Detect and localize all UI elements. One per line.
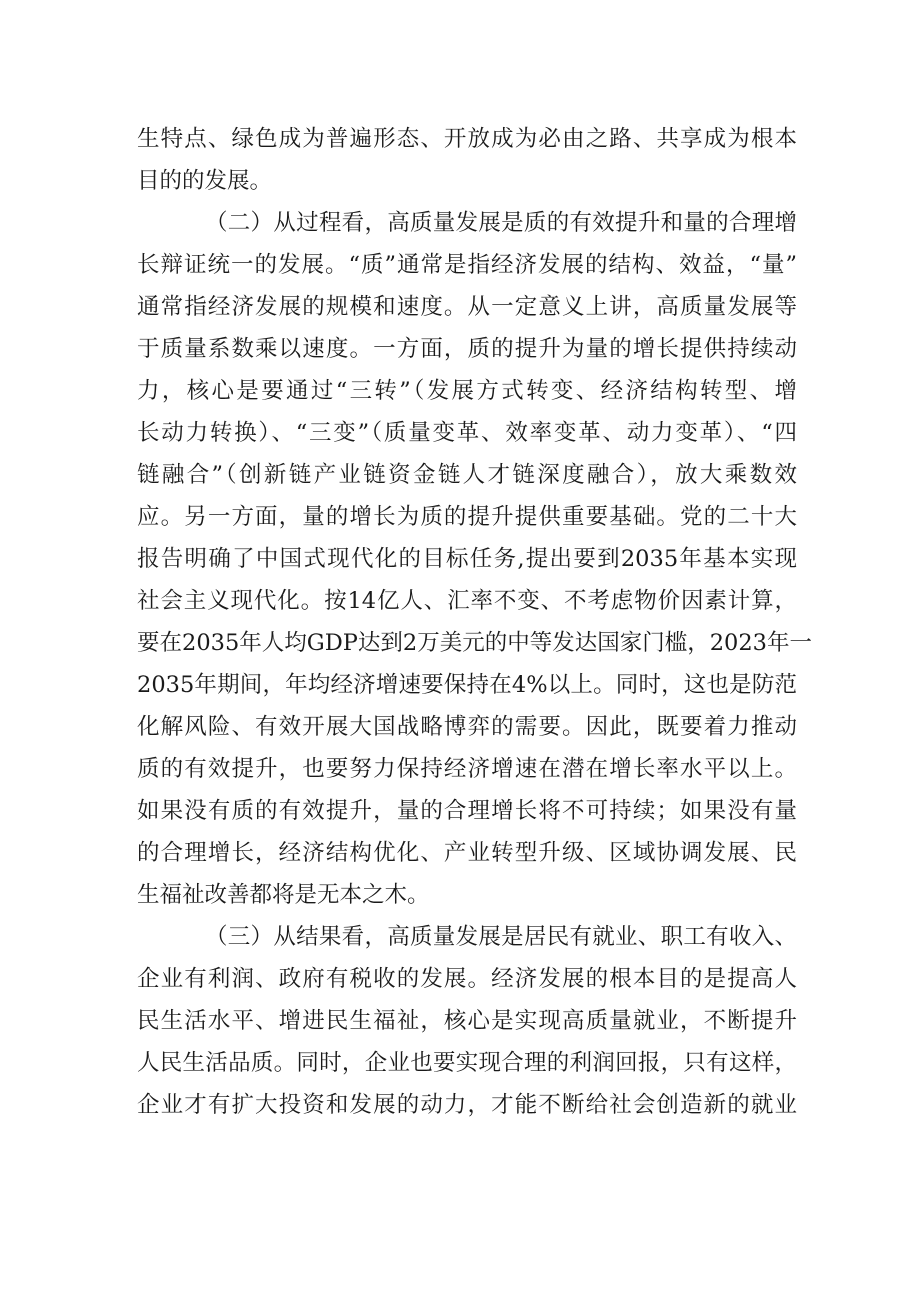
text-line: 应。另一方面，量的增长为质的提升提供重要基础。党的二十大 [137,504,797,530]
text-line: 长动力转换）、“三变”（质量变革、效率变革、动力变革）、“四 [137,420,797,446]
text-line: 生特点、绿色成为普遍形态、开放成为必由之路、共享成为根本 [137,126,797,152]
text-line: 链融合”（创新链产业链资金链人才链深度融合），放大乘数效 [137,462,797,488]
text-line: 企业有利润、政府有税收的发展。经济发展的根本目的是提高人 [137,966,797,992]
text-line: 如果没有质的有效提升，量的合理增长将不可持续；如果没有量 [137,798,797,824]
text-line: 力，核心是要通过“三转”（发展方式转变、经济结构转型、增 [137,378,797,404]
text-line: 的合理增长，经济结构优化、产业转型升级、区域协调发展、民 [137,840,797,866]
text-line: 通常指经济发展的规模和速度。从一定意义上讲，高质量发展等 [137,294,797,320]
text-line: 民生活水平、增进民生福祉，核心是实现高质量就业，不断提升 [137,1008,797,1034]
paragraph-heading-line: （三）从结果看，高质量发展是居民有就业、职工有收入、 [205,924,797,950]
text-line: 报告明确了中国式现代化的目标任务,提出要到2035年基本实现 [137,546,797,572]
text-line: 化解风险、有效开展大国战略博弈的需要。因此，既要着力推动 [137,714,797,740]
text-line: 人民生活品质。同时，企业也要实现合理的利润回报，只有这样， [137,1050,797,1076]
text-line: 生福祉改善都将是无本之木。 [137,882,430,908]
text-line: 2035年期间，年均经济增速要保持在4%以上。同时，这也是防范 [137,672,797,698]
text-line: 长辩证统一的发展。“质”通常是指经济发展的结构、效益，“量” [137,252,797,278]
text-line: 质的有效提升，也要努力保持经济增速在潜在增长率水平以上。 [137,756,797,782]
text-line: 目的的发展。 [137,168,273,194]
text-line: 要在2035年人均GDP达到2万美元的中等发达国家门槛，2023年一 [137,630,812,656]
text-line: 企业才有扩大投资和发展的动力，才能不断给社会创造新的就业 [137,1092,797,1118]
paragraph-heading-line: （二）从过程看，高质量发展是质的有效提升和量的合理增 [205,210,797,236]
text-line: 社会主义现代化。按14亿人、汇率不变、不考虑物价因素计算， [137,588,797,614]
text-line: 于质量系数乘以速度。一方面，质的提升为量的增长提供持续动 [137,336,797,362]
